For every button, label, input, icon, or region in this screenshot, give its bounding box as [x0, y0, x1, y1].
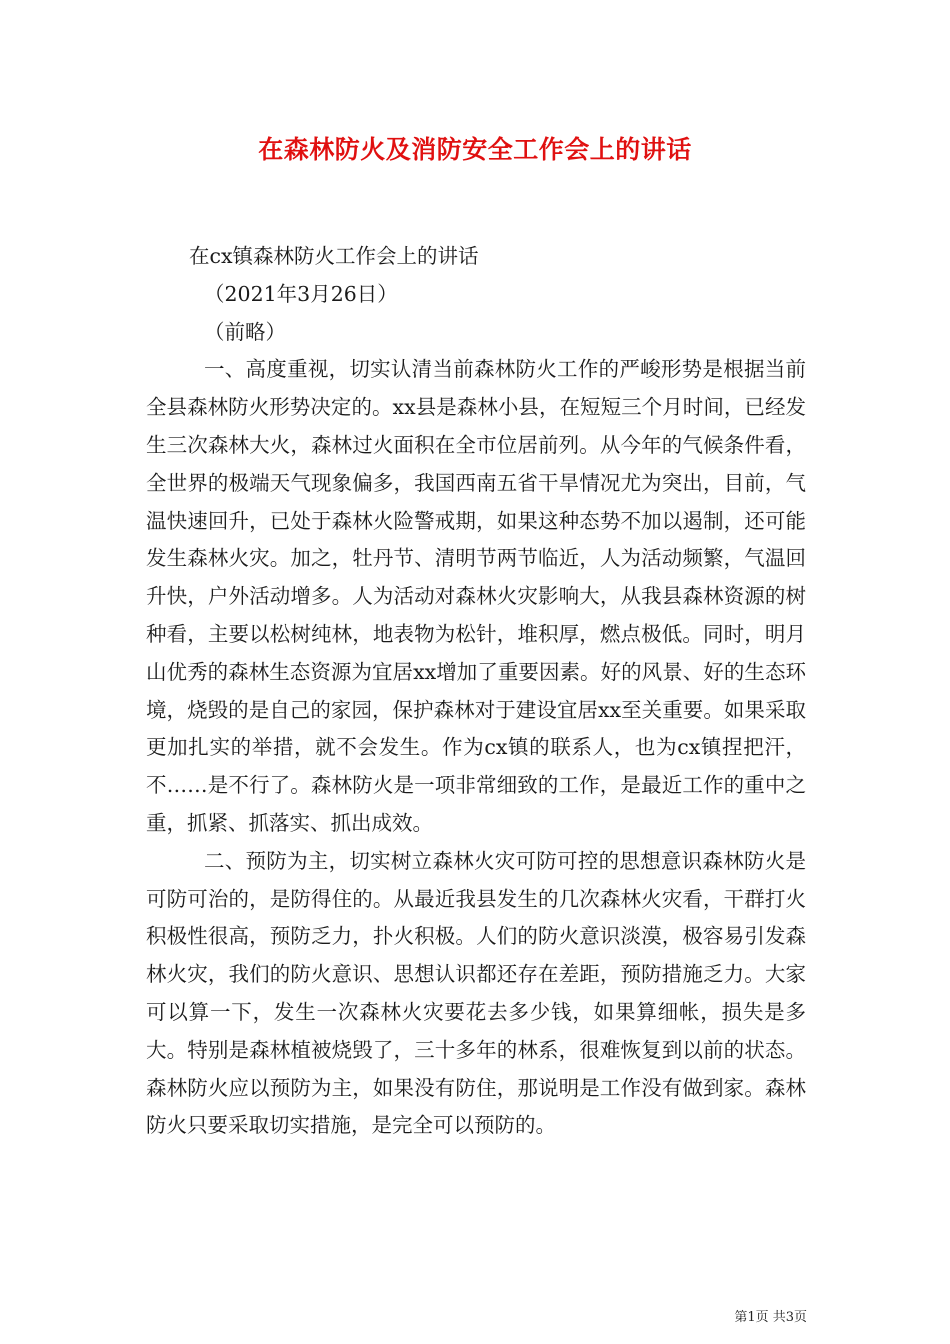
speech-subtitle: 在cx镇森林防火工作会上的讲话 [189, 244, 479, 268]
paragraph-section-one: 一、高度重视，切实认清当前森林防火工作的严峻形势是根据当前全县森林防火形势决定的。xx县是森林小县，在短短三个月时间，已经发生三次森林大火，森林过火面积在全市位居前列。从今年的气候条件看，全世界的极端天气现象偏多，我国西南五省干旱情况尤为突出，目前，气温快速回升，已处于森林火险警戒期，如果这种态势不加以遏制，还可能发生森林火灾。加之，牡丹节、清明节两节临近，人为活动频繁，气温回升快，户外活动增多。人为活动对森林火灾影响大，从我县森林资源的树种看，主要以松树纯林，地表物为松针，堆积厚，燃点极低。同时，明月山优秀的森林生态资源为宜居xx增加了重要因素。好的风景、好的生态环境，烧毁的是自己的家园，保护森林对于建设宜居xx至关重要。如果采取更加扎实的举措，就不会发生。作为cx镇的联系人，也为cx镇捏把汗，不……是不行了。森林防火是一项非常细致的工作，是最近工作的重中之重，抓紧、抓落实、抓出成效。 [146, 357, 806, 835]
page-number: 第1页 共3页 [734, 1310, 807, 1325]
document-body [146, 238, 806, 1145]
prelude-note: （前略） [204, 319, 286, 344]
paragraph-section-two: 二、预防为主，切实树立森林火灾可防可控的思想意识森林防火是可防可治的，是防得住的。从最近我县发生的几次森林火灾看，干群打火积极性很高，预防乏力，扑火积极。人们的防火意识淡漠，极容易引发森林火灾，我们的防火意识、思想认识都还存在差距，预防措施乏力。大家可以算一下，发生一次森林火灾要花去多少钱，如果算细帐，损失是多大。特别是森林植被烧毁了，三十多年的林系，很难恢复到以前的状态。森林防火应以预防为主，如果没有防住，那说明是工作没有做到家。森林防火只要采取切实措施，是完全可以预防的。 [146, 848, 806, 1138]
document-title: 在森林防火及消防安全工作会上的讲话 [258, 135, 692, 164]
speech-date: （2021年3月26日） [204, 281, 398, 306]
